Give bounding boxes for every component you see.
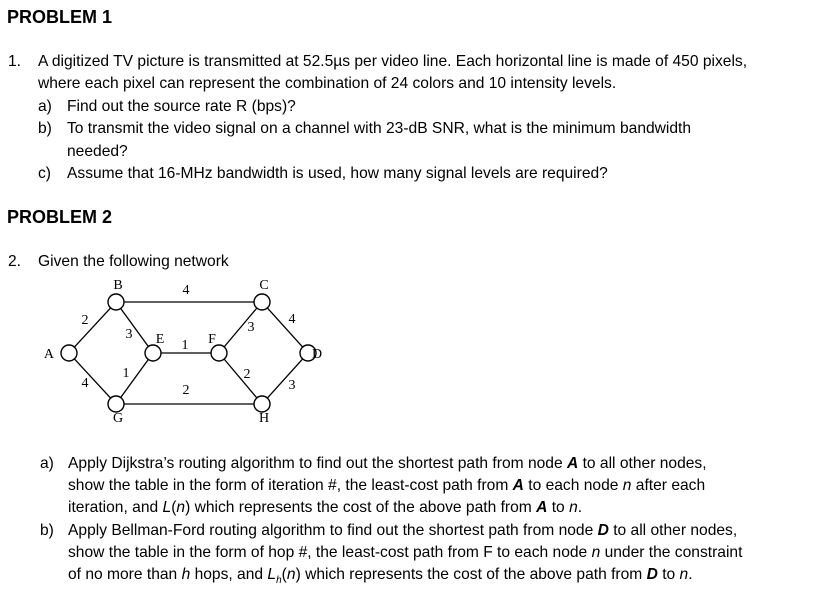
problem2-intro: Given the following network xyxy=(38,253,229,270)
problem1-line2: where each pixel can represent the combination of 24 colors and 10 intensity levels. xyxy=(38,75,617,92)
edge-weight-a-g: 4 xyxy=(81,376,89,391)
node-label-a: A xyxy=(43,347,54,362)
problem1-b-line1: To transmit the video signal on a channel with 23-dB SNR, what is the minimum bandwidth xyxy=(67,120,692,137)
problem1-b-line2: needed? xyxy=(67,143,128,160)
edge-weight-b-e: 3 xyxy=(125,327,133,342)
problem1-number: 1. xyxy=(8,53,22,70)
problem2-a-label: a) xyxy=(40,455,54,472)
node-label-b: B xyxy=(113,278,123,293)
problem2-number: 2. xyxy=(8,253,22,270)
edge-a-g xyxy=(74,359,110,398)
edge-weight-h-d: 3 xyxy=(288,378,296,393)
node-c xyxy=(254,294,270,310)
edge-weight-g-h: 2 xyxy=(182,383,190,398)
edge-h-d xyxy=(267,359,302,398)
problem2-a-line2: show the table in the form of iteration #, the least-cost path from A to each node n after each xyxy=(68,477,706,494)
problem1-b-label: b) xyxy=(38,120,52,137)
edge-weight-b-c: 4 xyxy=(182,283,190,298)
problem1-a-label: a) xyxy=(38,98,52,115)
node-label-e: E xyxy=(155,332,165,347)
node-a xyxy=(61,345,77,361)
node-e xyxy=(145,345,161,361)
problem1-heading: PROBLEM 1 xyxy=(7,7,113,27)
edge-c-d xyxy=(267,308,302,347)
node-h xyxy=(254,396,270,412)
node-label-c: C xyxy=(259,278,269,293)
edge-weight-c-d: 4 xyxy=(288,312,296,327)
problem2-a-line3: iteration, and L(n) which represents the cost of the above path from A to n. xyxy=(68,499,583,516)
edge-weight-e-f: 1 xyxy=(181,338,189,353)
edge-weight-g-e: 1 xyxy=(122,366,130,381)
edge-weight-f-h: 2 xyxy=(243,367,251,382)
problem2-a-line1: Apply Dijkstra’s routing algorithm to find out the shortest path from node A to all other nodes, xyxy=(68,455,707,472)
node-label-d: D xyxy=(312,347,323,362)
problem1-a-text: Find out the source rate R (bps)? xyxy=(67,98,296,115)
edge-weight-f-c: 3 xyxy=(247,320,255,335)
problem2-b-line1: Apply Bellman-Ford routing algorithm to find out the shortest path from node D to all other nodes, xyxy=(68,522,738,539)
node-g xyxy=(108,396,124,412)
problem1-c-label: c) xyxy=(38,165,51,182)
problem2-b-line3: of no more than h hops, and $L_h(n)$ which represents the cost of the above path from D to n. xyxy=(68,566,693,587)
edge-f-h xyxy=(224,359,257,398)
problem2-b-label: b) xyxy=(40,522,54,539)
problem1-line1: A digitized TV picture is transmitted at 52.5µs per video line. Each horizontal line is made of 450 pixels, xyxy=(38,53,748,70)
node-f xyxy=(211,345,227,361)
node-label-h: H xyxy=(258,411,270,426)
problem2-heading: PROBLEM 2 xyxy=(7,207,113,227)
node-label-f: F xyxy=(208,332,216,347)
edge-a-b xyxy=(74,308,110,347)
node-b xyxy=(108,294,124,310)
problem2-b-line2: show the table in the form of hop #, the least-cost path from F to each node n under the constraint xyxy=(68,544,743,561)
problem1-c-text: Assume that 16-MHz bandwidth is used, how many signal levels are required? xyxy=(67,165,608,182)
edge-weight-a-b: 2 xyxy=(81,313,89,328)
node-label-g: G xyxy=(112,411,124,426)
